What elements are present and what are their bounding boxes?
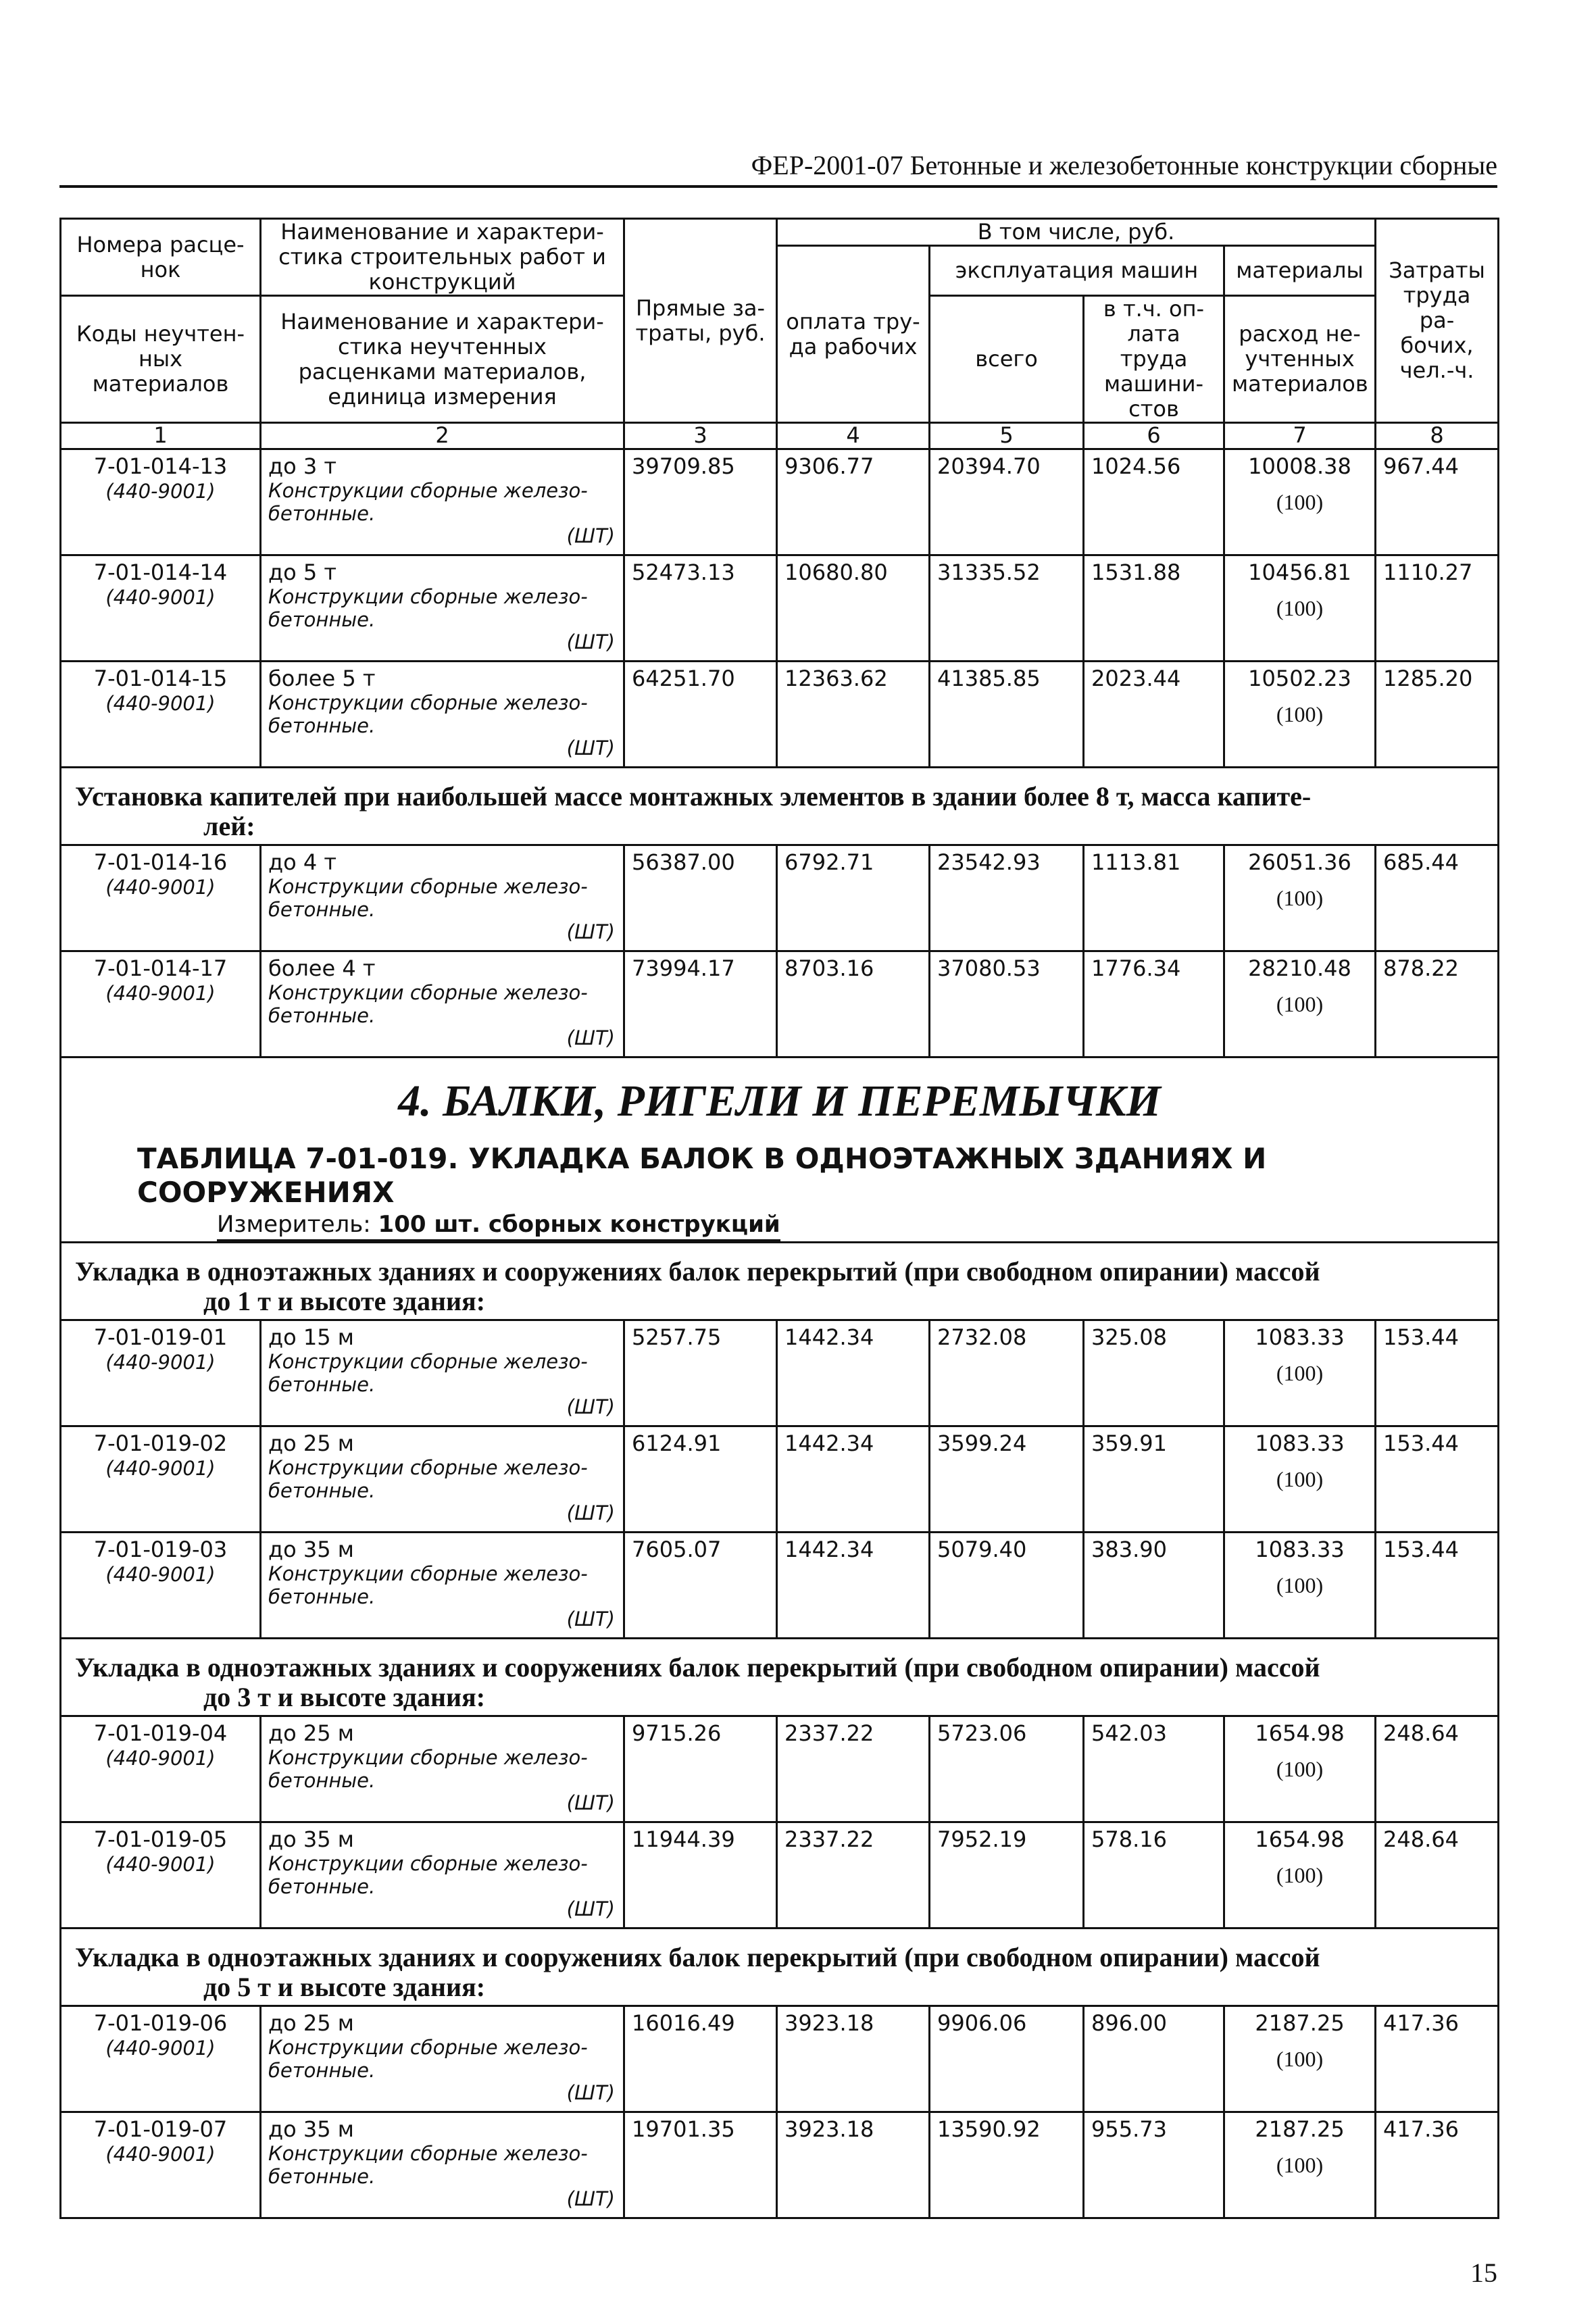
header-materials: материалы [1224,246,1376,296]
worker-pay: 3923.18 [777,2112,930,2218]
work-name: более 5 т [268,666,376,691]
direct-costs: 6124.91 [624,1426,777,1533]
chapter-block [61,1057,1499,1243]
operators-pay: 1024.56 [1084,449,1224,555]
material-description: Конструкции сборные железо-бетонные. [268,981,588,1027]
labor-hours: 878.22 [1376,951,1499,1057]
materials-cell [1224,951,1376,1057]
direct-costs: 64251.70 [624,662,777,768]
materials-cost: 1083.33 [1255,1430,1345,1456]
header-labor-hours: Затраты труда ра-бочих, чел.-ч. [1376,219,1499,423]
material-quantity: (100) [1276,992,1324,1016]
machines-total: 31335.52 [930,555,1084,662]
operators-pay: 1776.34 [1084,951,1224,1057]
material-unit: (ШТ) [566,1395,615,1418]
column-number: 7 [1224,423,1376,449]
direct-costs: 11944.39 [624,1822,777,1928]
section-heading-line2: до 5 т и высоте здания: [203,1972,486,2002]
rates-table [59,218,1499,2219]
direct-costs: 5257.75 [624,1320,777,1426]
rate-code-cell [61,1716,261,1822]
operators-pay: 1113.81 [1084,845,1224,951]
column-number: 8 [1376,423,1499,449]
direct-costs: 39709.85 [624,449,777,555]
rate-number: 7-01-014-14 [93,559,228,585]
section-heading-line1: Укладка в одноэтажных зданиях и сооружениях балок перекрытий (при свободном опирании) массой [75,1256,1320,1287]
rate-number: 7-01-019-02 [93,1430,228,1456]
direct-costs: 73994.17 [624,951,777,1057]
machines-total: 23542.93 [930,845,1084,951]
meter-value: 100 шт. сборных конструкций [378,1211,780,1238]
worker-pay: 1442.34 [777,1320,930,1426]
rate-code-cell [61,2006,261,2112]
table-row [61,555,1499,662]
machines-total: 7952.19 [930,1822,1084,1928]
material-code: (440-9001) [105,1351,216,1374]
material-code: (440-9001) [105,1853,216,1876]
rate-code-cell [61,449,261,555]
rate-number: 7-01-019-01 [93,1324,228,1350]
material-quantity: (100) [1276,596,1324,620]
rate-code-cell [61,2112,261,2218]
material-unit: (ШТ) [566,1897,615,1920]
material-quantity: (100) [1276,1863,1324,1887]
material-unit: (ШТ) [566,1026,615,1049]
material-code: (440-9001) [105,1563,216,1586]
work-name-cell [261,1533,624,1639]
rate-number: 7-01-014-15 [93,666,228,691]
operators-pay: 578.16 [1084,1822,1224,1928]
operators-pay: 955.73 [1084,2112,1224,2218]
materials-cost: 28210.48 [1248,955,1351,981]
material-unit: (ШТ) [566,920,615,943]
materials-cell [1224,2006,1376,2112]
worker-pay: 1442.34 [777,1533,930,1639]
work-name: до 25 м [268,2010,354,2036]
work-name-cell [261,1426,624,1533]
section-row [61,1639,1499,1716]
table-row [61,1716,1499,1822]
section-row [61,1928,1499,2006]
header-direct-costs: Прямые за-траты, руб. [624,219,777,423]
work-name: до 15 м [268,1324,354,1350]
labor-hours: 153.44 [1376,1320,1499,1426]
header-operators-pay: в т.ч. оп-лата труда машини-стов [1084,296,1224,423]
section-heading [61,1243,1499,1320]
machines-total: 5079.40 [930,1533,1084,1639]
operators-pay: 542.03 [1084,1716,1224,1822]
work-name-cell [261,449,624,555]
column-numbers-row [61,423,1499,449]
material-code: (440-9001) [105,2143,216,2166]
materials-cost: 1083.33 [1255,1537,1345,1562]
rate-code-cell [61,951,261,1057]
meter-label: Измеритель: [217,1211,371,1238]
direct-costs: 9715.26 [624,1716,777,1822]
work-name: более 4 т [268,955,376,981]
material-unit: (ШТ) [566,1608,615,1631]
material-quantity: (100) [1276,1573,1324,1597]
column-number: 4 [777,423,930,449]
work-name-cell [261,2006,624,2112]
machines-total: 20394.70 [930,449,1084,555]
table-row [61,662,1499,768]
section-row [61,768,1499,845]
table-title: ТАБЛИЦА 7-01-019. УКЛАДКА БАЛОК В ОДНОЭТАЖНЫХ ЗДАНИЯХ И СООРУЖЕНИЯХ [137,1142,1267,1209]
rate-code-cell [61,662,261,768]
material-code: (440-9001) [105,480,216,503]
material-unit: (ШТ) [566,524,615,547]
header-row-1 [61,219,1499,246]
work-name: до 25 м [268,1430,354,1456]
work-name-cell [261,1822,624,1928]
material-quantity: (100) [1276,886,1324,910]
header-rule [59,185,1497,188]
work-name: до 35 м [268,2116,354,2142]
material-code: (440-9001) [105,586,216,609]
work-name: до 4 т [268,849,337,875]
machines-total: 3599.24 [930,1426,1084,1533]
header-including: В том числе, руб. [777,219,1376,246]
worker-pay: 3923.18 [777,2006,930,2112]
table-body [61,219,1499,2218]
rate-code-cell [61,1822,261,1928]
work-name: до 35 м [268,1826,354,1852]
table-row [61,2112,1499,2218]
header-machine-operation: эксплуатация машин [930,246,1224,296]
materials-cost: 2187.25 [1255,2116,1345,2142]
table-row [61,845,1499,951]
column-number: 6 [1084,423,1224,449]
material-description: Конструкции сборные железо-бетонные. [268,875,588,921]
materials-cell [1224,1533,1376,1639]
material-quantity: (100) [1276,1467,1324,1491]
header-material-codes: Коды неучтен-ных материалов [61,296,261,423]
page-number: 15 [1470,2258,1497,2288]
work-name-cell [261,1716,624,1822]
rate-code-cell [61,1426,261,1533]
rate-number: 7-01-019-03 [93,1537,228,1562]
materials-cost: 1654.98 [1255,1826,1345,1852]
material-description: Конструкции сборные железо-бетонные. [268,585,588,631]
rate-number: 7-01-019-04 [93,1720,228,1746]
materials-cell [1224,2112,1376,2218]
work-name: до 5 т [268,559,337,585]
material-quantity: (100) [1276,2153,1324,2177]
material-description: Конструкции сборные железо-бетонные. [268,2142,588,2188]
rate-code-cell [61,845,261,951]
meter-underline [217,1211,780,1241]
material-unit: (ШТ) [566,630,615,653]
table-row [61,1320,1499,1426]
materials-cost: 26051.36 [1248,849,1351,875]
materials-cost: 1654.98 [1255,1720,1345,1746]
table-row [61,1822,1499,1928]
worker-pay: 2337.22 [777,1822,930,1928]
worker-pay: 6792.71 [777,845,930,951]
work-name-cell [261,662,624,768]
material-quantity: (100) [1276,1361,1324,1385]
material-description: Конструкции сборные железо-бетонные. [268,1456,588,1502]
materials-cost: 10456.81 [1248,559,1351,585]
direct-costs: 56387.00 [624,845,777,951]
materials-cell [1224,662,1376,768]
section-heading-line2: до 3 т и высоте здания: [203,1682,486,1712]
machines-total: 5723.06 [930,1716,1084,1822]
column-number: 3 [624,423,777,449]
operators-pay: 1531.88 [1084,555,1224,662]
machines-total: 37080.53 [930,951,1084,1057]
labor-hours: 1110.27 [1376,555,1499,662]
labor-hours: 248.64 [1376,1716,1499,1822]
header-material-name: Наименование и характери-стика неучтенных расценками материалов, единица измерения [261,296,624,423]
chapter-row [61,1057,1499,1243]
material-unit: (ШТ) [566,2081,615,2104]
machines-total: 9906.06 [930,2006,1084,2112]
operators-pay: 359.91 [1084,1426,1224,1533]
operators-pay: 383.90 [1084,1533,1224,1639]
work-name-cell [261,555,624,662]
material-code: (440-9001) [105,876,216,899]
material-code: (440-9001) [105,982,216,1005]
worker-pay: 9306.77 [777,449,930,555]
direct-costs: 19701.35 [624,2112,777,2218]
material-code: (440-9001) [105,1457,216,1480]
table-row [61,449,1499,555]
worker-pay: 1442.34 [777,1426,930,1533]
chapter-title: 4. БАЛКИ, РИГЕЛИ И ПЕРЕМЫЧКИ [398,1076,1161,1126]
material-code: (440-9001) [105,692,216,715]
rate-number: 7-01-019-06 [93,2010,228,2036]
labor-hours: 417.36 [1376,2006,1499,2112]
material-description: Конструкции сборные железо-бетонные. [268,1350,588,1396]
machines-total: 41385.85 [930,662,1084,768]
labor-hours: 417.36 [1376,2112,1499,2218]
materials-cost: 10502.23 [1248,666,1351,691]
machines-total: 2732.08 [930,1320,1084,1426]
work-name-cell [261,2112,624,2218]
material-quantity: (100) [1276,490,1324,514]
material-unit: (ШТ) [566,1501,615,1524]
machines-total: 13590.92 [930,2112,1084,2218]
operators-pay: 896.00 [1084,2006,1224,2112]
worker-pay: 10680.80 [777,555,930,662]
material-description: Конструкции сборные железо-бетонные. [268,2036,588,2082]
header-work-name: Наименование и характери-стика строительных работ и конструкций [261,219,624,296]
direct-costs: 52473.13 [624,555,777,662]
materials-cell [1224,1822,1376,1928]
header-rate-numbers: Номера расце-нок [61,219,261,296]
material-description: Конструкции сборные железо-бетонные. [268,691,588,737]
labor-hours: 967.44 [1376,449,1499,555]
labor-hours: 248.64 [1376,1822,1499,1928]
rate-number: 7-01-014-17 [93,955,228,981]
running-header: ФЕР-2001-07 Бетонные и железобетонные конструкции сборные [751,150,1497,180]
direct-costs: 7605.07 [624,1533,777,1639]
material-description: Конструкции сборные железо-бетонные. [268,1562,588,1608]
rate-code-cell [61,555,261,662]
labor-hours: 153.44 [1376,1533,1499,1639]
direct-costs: 16016.49 [624,2006,777,2112]
meter-line [217,1211,1497,1241]
material-description: Конструкции сборные железо-бетонные. [268,1746,588,1792]
materials-cell [1224,555,1376,662]
work-name-cell [261,845,624,951]
section-heading-line2: лей: [203,811,255,841]
table-row [61,2006,1499,2112]
work-name-cell [261,1320,624,1426]
section-heading-line1: Укладка в одноэтажных зданиях и сооружениях балок перекрытий (при свободном опирании) массой [75,1652,1320,1683]
work-name: до 35 м [268,1537,354,1562]
table-row [61,1533,1499,1639]
table-row [61,1426,1499,1533]
work-name: до 25 м [268,1720,354,1746]
materials-cell [1224,845,1376,951]
materials-cost: 1083.33 [1255,1324,1345,1350]
work-name: до 3 т [268,453,337,479]
materials-cost: 2187.25 [1255,2010,1345,2036]
rate-number: 7-01-019-07 [93,2116,228,2142]
operators-pay: 2023.44 [1084,662,1224,768]
material-unit: (ШТ) [566,1791,615,1814]
materials-cost: 10008.38 [1248,453,1351,479]
table-row [61,951,1499,1057]
worker-pay: 12363.62 [777,662,930,768]
materials-cell [1224,1716,1376,1822]
material-description: Конструкции сборные железо-бетонные. [268,1852,588,1898]
column-number: 1 [61,423,261,449]
material-unit: (ШТ) [566,2187,615,2210]
material-quantity: (100) [1276,2047,1324,2071]
section-heading [61,768,1499,845]
rate-number: 7-01-019-05 [93,1826,228,1852]
header-machines-total: всего [930,296,1084,423]
material-quantity: (100) [1276,1757,1324,1781]
worker-pay: 2337.22 [777,1716,930,1822]
rate-code-cell [61,1320,261,1426]
material-quantity: (100) [1276,702,1324,726]
labor-hours: 685.44 [1376,845,1499,951]
material-description: Конструкции сборные железо-бетонные. [268,479,588,525]
section-heading [61,1928,1499,2006]
labor-hours: 153.44 [1376,1426,1499,1533]
column-number: 2 [261,423,624,449]
rate-number: 7-01-014-13 [93,453,228,479]
rate-code-cell [61,1533,261,1639]
labor-hours: 1285.20 [1376,662,1499,768]
work-name-cell [261,951,624,1057]
section-heading-line2: до 1 т и высоте здания: [203,1286,486,1316]
section-heading-line1: Укладка в одноэтажных зданиях и сооружениях балок перекрытий (при свободном опирании) массой [75,1942,1320,1972]
material-code: (440-9001) [105,1747,216,1770]
section-heading-line1: Установка капителей при наибольшей массе монтажных элементов в здании более 8 т, масса капите- [75,781,1312,812]
header-worker-pay: оплата тру-да рабочих [777,246,930,423]
material-code: (440-9001) [105,2037,216,2060]
materials-cell [1224,449,1376,555]
material-unit: (ШТ) [566,737,615,760]
worker-pay: 8703.16 [777,951,930,1057]
header-unaccounted-materials: расход не-учтенных материалов [1224,296,1376,423]
section-heading [61,1639,1499,1716]
materials-cell [1224,1426,1376,1533]
materials-cell [1224,1320,1376,1426]
operators-pay: 325.08 [1084,1320,1224,1426]
rate-number: 7-01-014-16 [93,849,228,875]
column-number: 5 [930,423,1084,449]
section-row [61,1243,1499,1320]
